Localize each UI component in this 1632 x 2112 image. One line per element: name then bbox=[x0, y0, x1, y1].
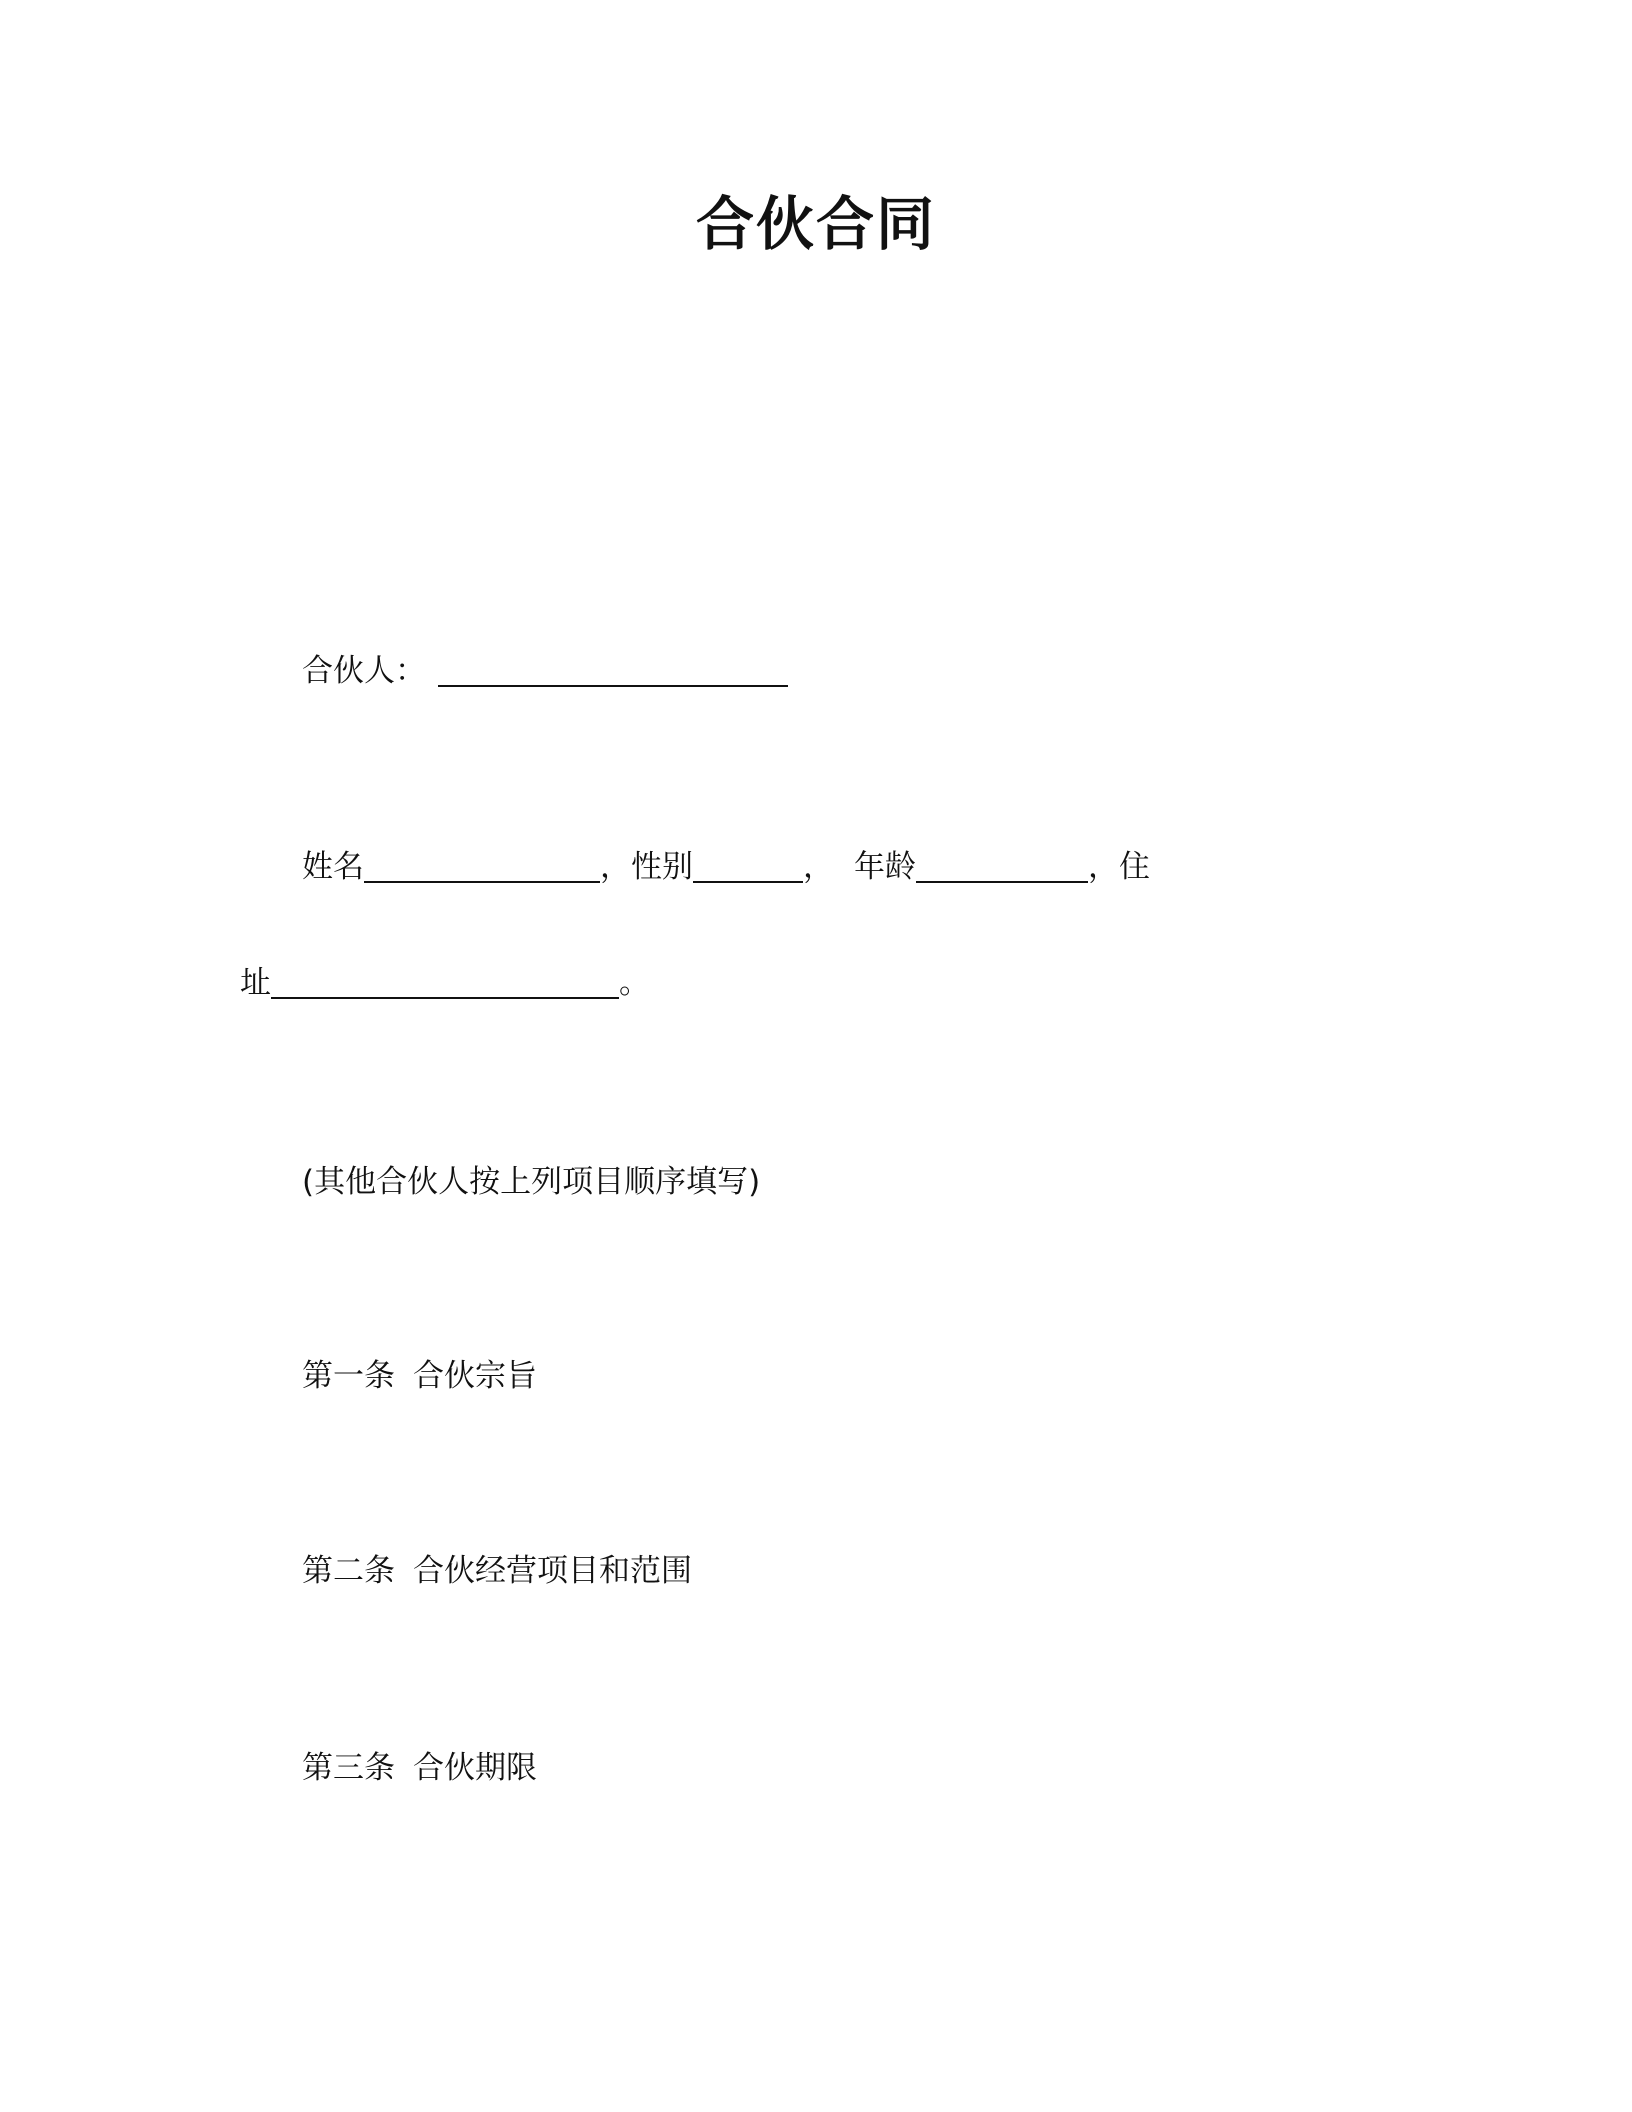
note-line: (其他合伙人按上列项目顺序填写) bbox=[302, 1164, 761, 1200]
name-label: 姓名 bbox=[302, 849, 364, 885]
document-title: 合伙合同 bbox=[695, 190, 936, 258]
comma-1: ， bbox=[600, 849, 631, 885]
article-2 bbox=[302, 1553, 692, 1589]
article-title: 合伙经营项目和范围 bbox=[413, 1553, 692, 1589]
gender-label: 性别 bbox=[631, 849, 693, 885]
article-3 bbox=[302, 1750, 537, 1786]
age-label: 年龄 bbox=[854, 849, 916, 885]
name-blank bbox=[364, 851, 600, 883]
comma-3: ， bbox=[1088, 849, 1119, 885]
address-label-tail: 址 bbox=[240, 965, 271, 1001]
gender-blank bbox=[693, 851, 803, 883]
address-blank bbox=[271, 967, 619, 999]
article-number: 第二条 bbox=[302, 1553, 395, 1589]
age-blank bbox=[916, 851, 1088, 883]
article-title: 合伙宗旨 bbox=[413, 1358, 537, 1394]
personal-info-line bbox=[302, 851, 1150, 883]
partner-blank bbox=[438, 655, 788, 687]
article-title: 合伙期限 bbox=[413, 1750, 537, 1786]
article-number: 第一条 bbox=[302, 1358, 395, 1394]
address-period: 。 bbox=[619, 965, 650, 1001]
article-number: 第三条 bbox=[302, 1750, 395, 1786]
comma-2: ， bbox=[803, 849, 834, 885]
address-label-head: 住 bbox=[1119, 849, 1150, 885]
article-1 bbox=[302, 1358, 537, 1394]
partner-label: 合伙人： bbox=[302, 653, 426, 689]
partner-line bbox=[302, 655, 788, 687]
address-line bbox=[240, 967, 650, 999]
